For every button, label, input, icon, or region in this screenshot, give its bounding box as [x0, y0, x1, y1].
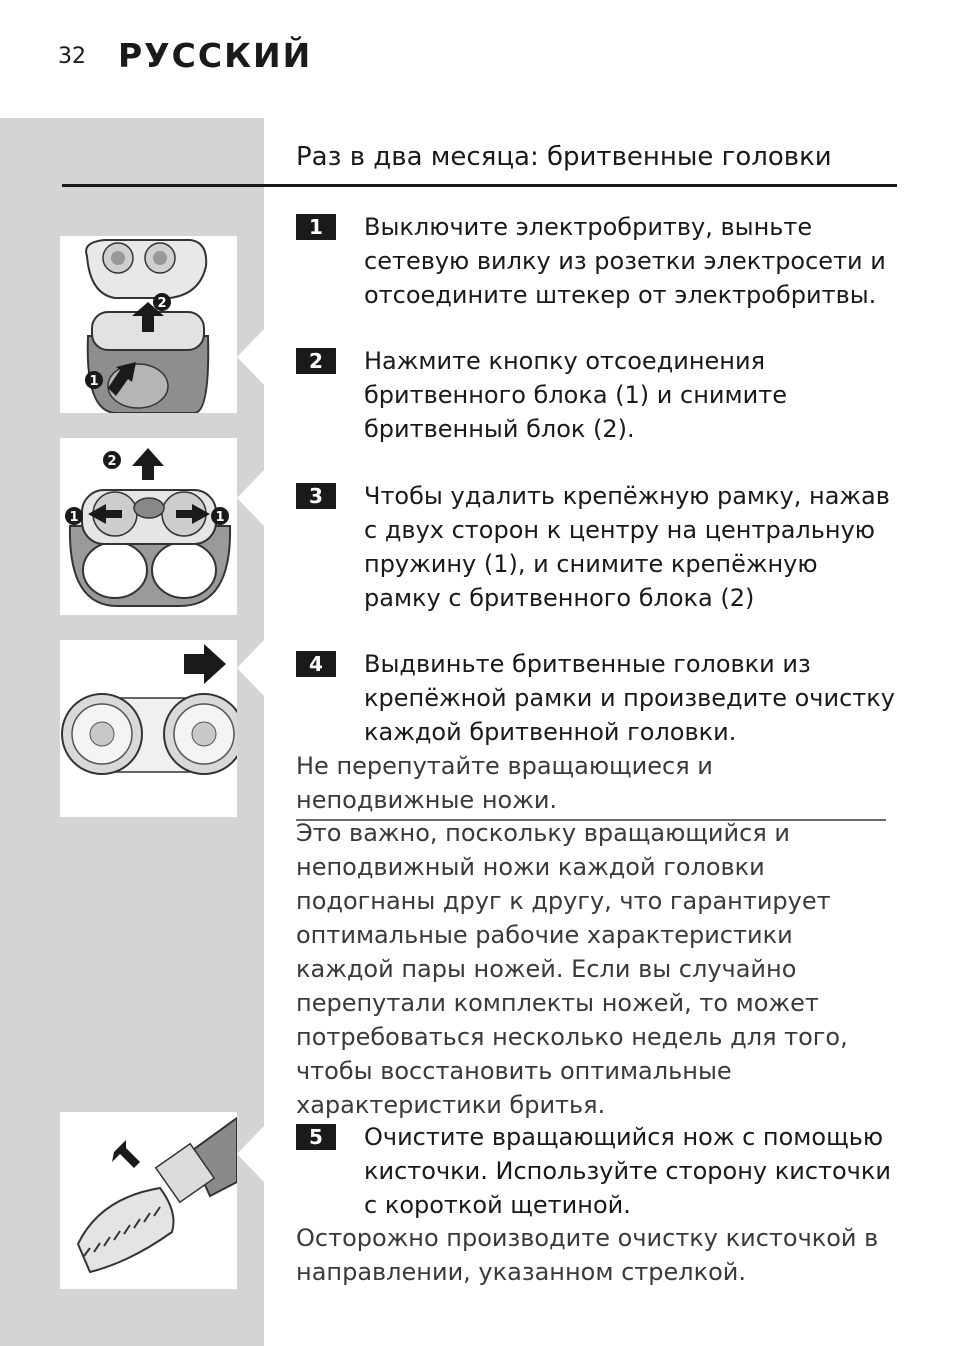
lift-arrow-icon	[132, 448, 164, 480]
step-number: 1	[296, 214, 336, 240]
shaving-head-right-hub	[192, 722, 216, 746]
note-step-5: Осторожно производите очистку кисточкой в направлении, указанном стрелкой.	[296, 1224, 879, 1286]
title-divider	[62, 184, 897, 187]
step-number: 2	[296, 348, 336, 374]
warning-text: Не перепутайте вращающиеся и неподвижные ножи.	[296, 749, 886, 821]
shaving-head-right-center	[153, 251, 167, 265]
direction-arrow-icon	[112, 1140, 140, 1168]
badge-1-label: 1	[89, 374, 99, 389]
illustration-shaving-heads	[60, 640, 237, 817]
retaining-frame-drawing	[60, 438, 237, 615]
shaving-head-left-hub	[90, 722, 114, 746]
step-text: Выключите электробритву, выньте сетевую вилку из розетки электросети и отсоедините штекер от электробритвы.	[364, 213, 886, 309]
note-step-4: Это важно, поскольку вращающийся и неподвижный ножи каждой головки подогнаны друг к другу, что гарантирует оптимальные рабочие характеристики каждой пары ножей. Если вы случайно перепутали комплекты ножей, то может потребоваться несколько недель для того, чтобы восстановить оптимальные характеристики бритья.	[296, 819, 848, 1119]
brush-cleaning-drawing	[60, 1112, 237, 1289]
frame-hole-left	[83, 542, 147, 598]
step-5	[296, 1120, 896, 1222]
step-2	[296, 344, 896, 446]
step-number: 4	[296, 651, 336, 677]
step-text: Нажмите кнопку отсоединения бритвенного блока (1) и снимите бритвенный блок (2).	[364, 347, 787, 443]
center-spring	[134, 498, 164, 518]
badge-2-label: 2	[157, 296, 167, 311]
illustration-remove-shaving-unit	[60, 236, 237, 413]
pointer-notch	[237, 640, 264, 696]
pointer-notch	[237, 329, 264, 385]
badge-2-label: 2	[107, 454, 117, 469]
step-text: Чтобы удалить крепёжную рамку, нажав с двух сторон к центру на центральную пружину (1), и снимите крепёжную рамку с бритвенного блока (2)	[364, 482, 890, 612]
shaving-head-left-center	[111, 251, 125, 265]
step-number: 5	[296, 1124, 336, 1150]
step-number: 3	[296, 483, 336, 509]
pointer-notch	[237, 470, 264, 526]
step-text: Выдвиньте бритвенные головки из крепёжной рамки и произведите очистку каждой бритвенной головки.	[364, 650, 895, 746]
badge-1-right-label: 1	[215, 510, 225, 525]
slide-arrow-icon	[184, 644, 226, 684]
badge-1-left-label: 1	[69, 510, 79, 525]
shaver-drawing	[60, 236, 237, 413]
shaving-heads-drawing	[60, 640, 237, 817]
section-title: Раз в два месяца: бритвенные головки	[296, 142, 832, 172]
shaving-head-unit	[86, 240, 206, 298]
page-number: 32	[58, 44, 86, 69]
pointer-notch	[237, 1126, 264, 1182]
language-heading: РУССКИЙ	[118, 36, 313, 75]
step-3	[296, 479, 896, 615]
step-text: Очистите вращающийся нож с помощью кисточки. Используйте сторону кисточки с короткой щетиной.	[364, 1123, 891, 1219]
frame-hole-right	[152, 542, 216, 598]
illustration-brush-cleaning	[60, 1112, 237, 1289]
step-4	[296, 647, 896, 749]
illustration-retaining-frame	[60, 438, 237, 615]
step-1	[296, 210, 896, 312]
